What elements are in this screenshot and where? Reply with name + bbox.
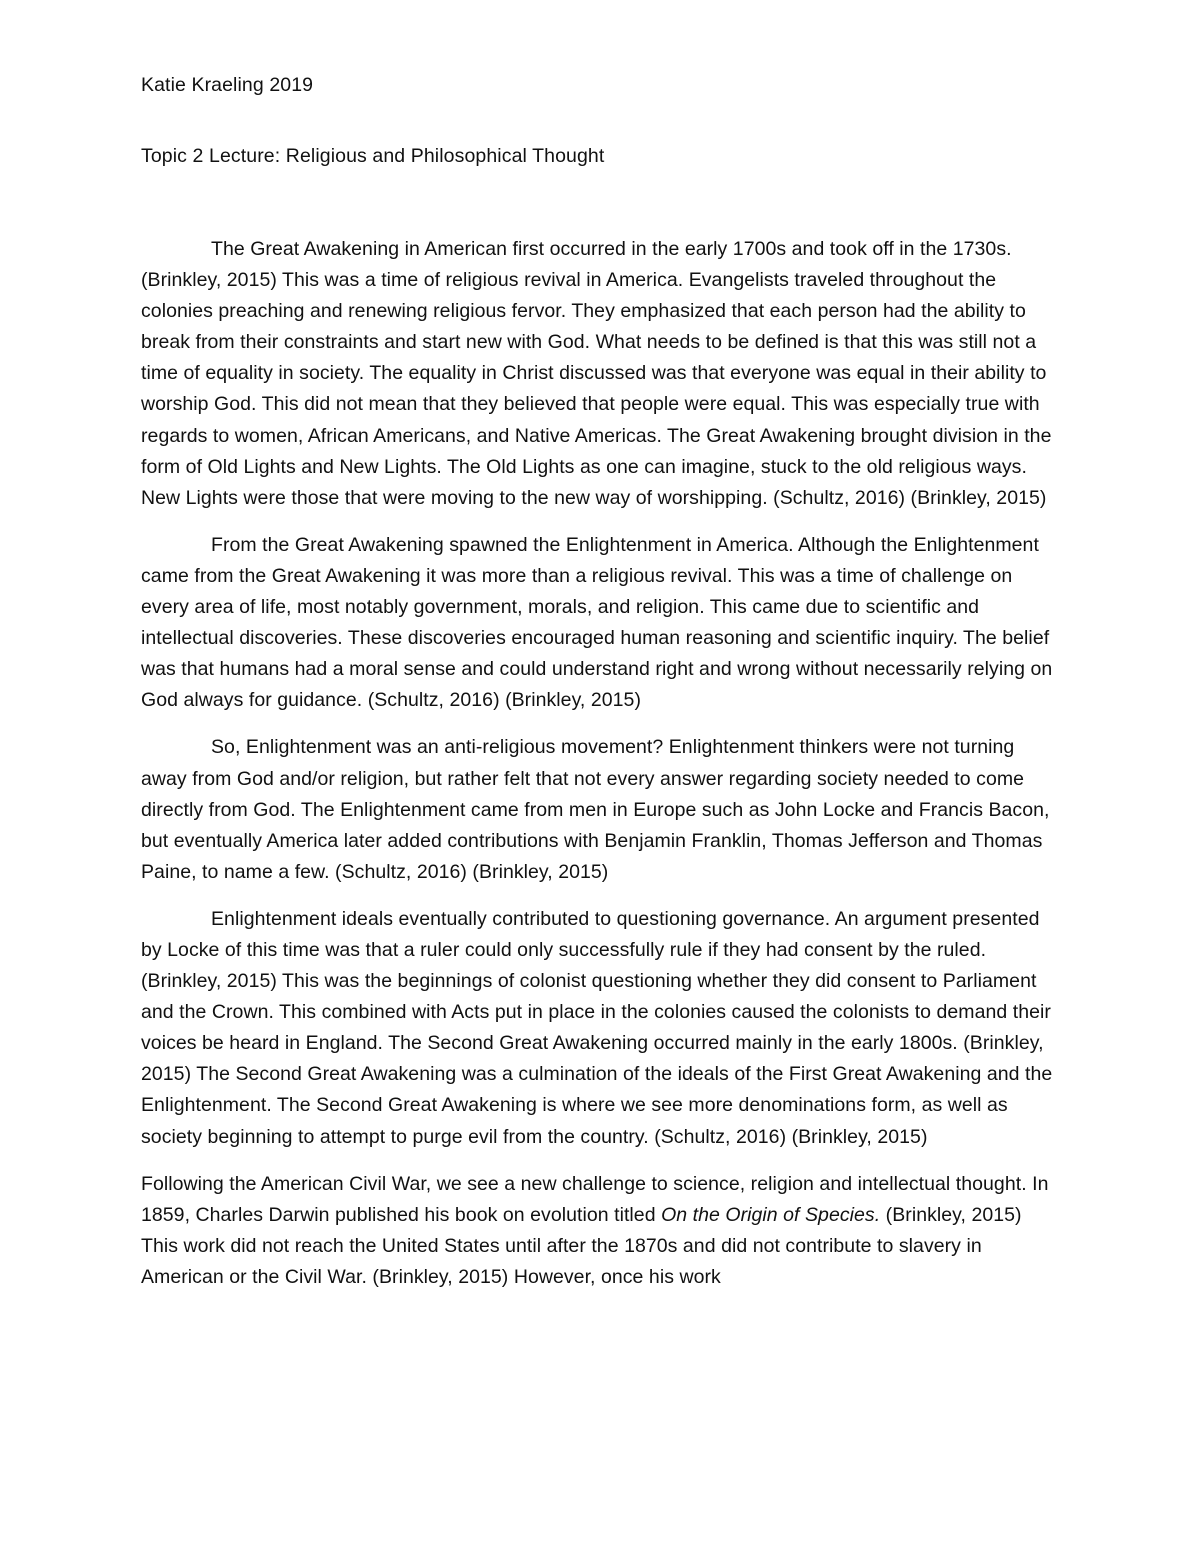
paragraph-governance: Enlightenment ideals eventually contributed to questioning governance. An argument presented by Locke of this time was that a ruler could only successfully rule if they had consent by the ruled. (Brinkley, 2015) This was the beginnings of colonist questioning whether they did consent to Parliament and the Crown. This combined with Acts put in place in the colonies caused the colonists to demand their voices be heard in England. The Second Great Awakening occurred mainly in the early 1800s. (Brinkley, 2015) The Second Great Awakening was a culmination of the ideals of the First Great Awakening and the Enlightenment. The Second Great Awakening is where we see more denominations form, as well as society beginning to attempt to purge evil from the country. (Schultz, 2016) (Brinkley, 2015): [141, 907, 1053, 1148]
document-body: [141, 234, 1059, 1293]
document-title: Topic 2 Lecture: Religious and Philosophical Thought: [141, 145, 605, 167]
paragraph-anti-religious: So, Enlightenment was an anti-religious movement? Enlightenment thinkers were not turning away from God and/or religion, but rather felt that not every answer regarding society needed to come directly from God. The Enlightenment came from men in Europe such as John Locke and Francis Bacon, but eventually America later added contributions with Benjamin Franklin, Thomas Jefferson and Thomas Paine, to name a few. (Schultz, 2016) (Brinkley, 2015): [141, 736, 1050, 883]
paragraph-enlightenment: From the Great Awakening spawned the Enlightenment in America. Although the Enlightenment came from the Great Awakening it was more than a religious revival. This was a time of challenge on every area of life, most notably government, morals, and religion. This came due to scientific and intellectual discoveries. These discoveries encouraged human reasoning and scientific inquiry. The belief was that humans had a moral sense and could understand right and wrong without necessarily relying on God always for guidance. (Schultz, 2016) (Brinkley, 2015): [141, 533, 1053, 712]
civil-war-text-end: (Brinkley, 2015) This work did not reach the United States until after the 1870s and did not contribute to slavery in American or the Civil War. (Brinkley, 2015) However, once his work: [141, 1203, 1022, 1288]
book-title: On the Origin of Species.: [661, 1203, 881, 1226]
paragraph-great-awakening: The Great Awakening in American first occurred in the early 1700s and took off in the 1730s. (Brinkley, 2015) This was a time of religious revival in America. Evangelists traveled throughout the colonies preaching and renewing religious fervor. They emphasized that each person had the ability to break from their constraints and start new with God. What needs to be defined is that this was still not a time of equality in society. The equality in Christ discussed was that everyone was equal in their ability to worship God. This did not mean that they believed that people were equal. This was especially true with regards to women, African Americans, and Native Americas. The Great Awakening brought division in the form of Old Lights and New Lights. The Old Lights as one can imagine, stuck to the old religious ways. New Lights were those that were moving to the new way of worshipping. (Schultz, 2016) (Brinkley, 2015): [141, 238, 1052, 509]
author-header: Katie Kraeling 2019: [141, 74, 314, 96]
paragraph-civil-war: [141, 1169, 1059, 1293]
civil-war-text-start: Following the American Civil War, we see a new challenge to science, religion and intellectual thought. In 1859, Charles Darwin published his book on evolution titled: [141, 1172, 1049, 1226]
page-content: [141, 70, 1059, 1309]
